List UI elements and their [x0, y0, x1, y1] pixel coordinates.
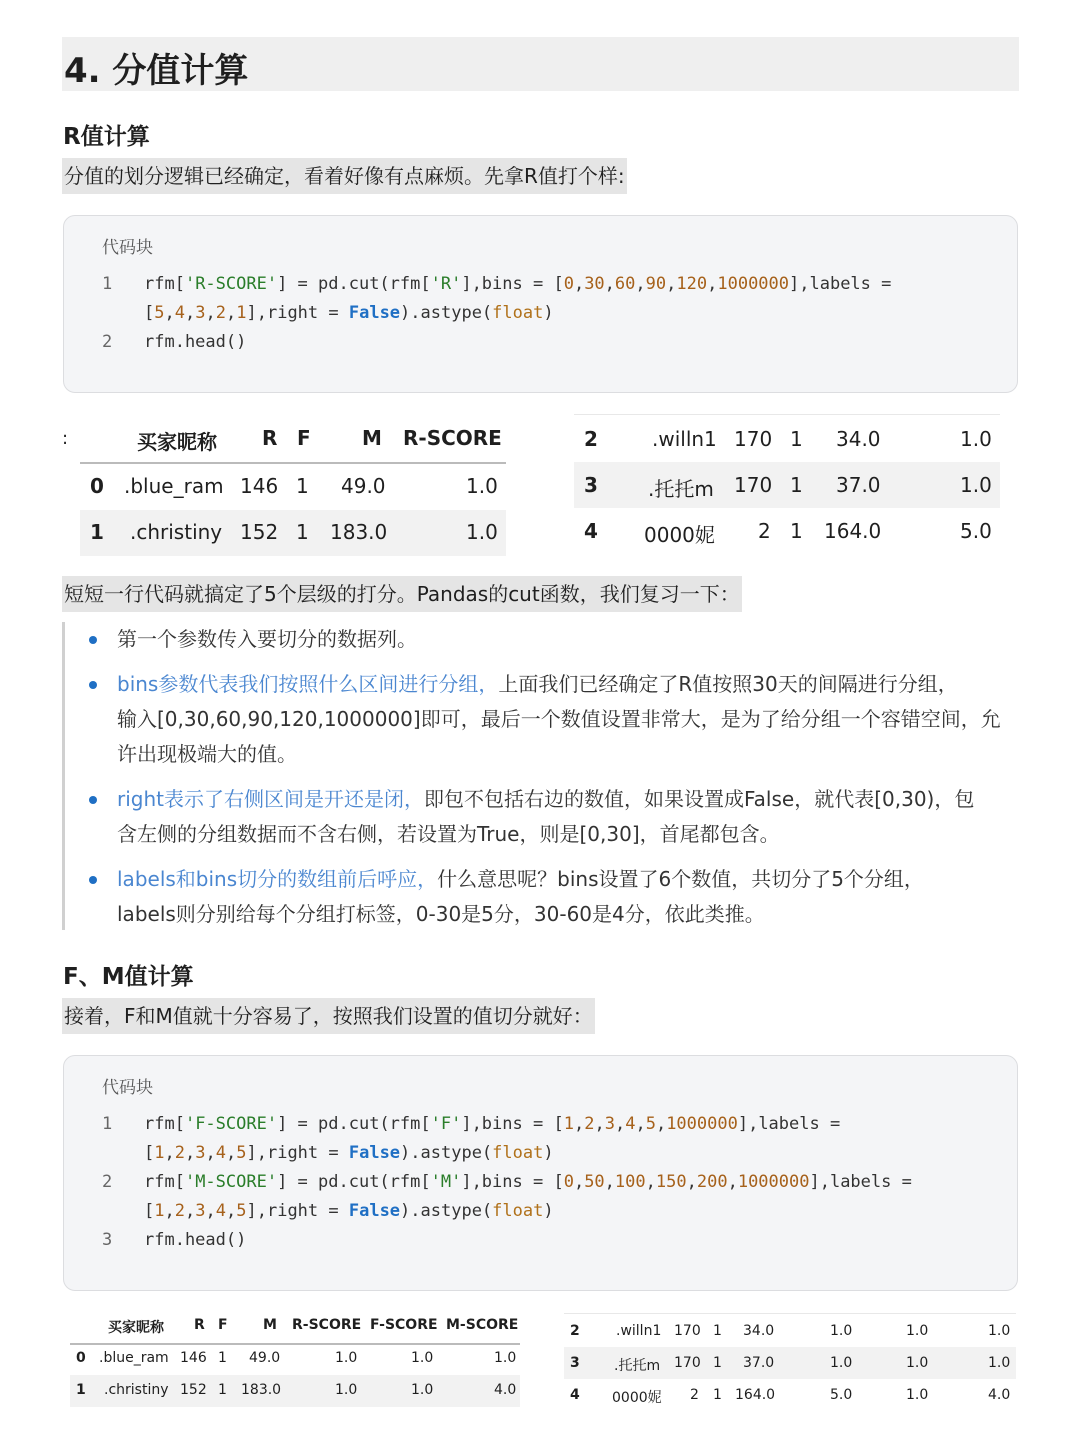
table-row: 2 .willn1 170 1 34.0 1.0 [584, 427, 992, 451]
code-line-2-wrap: [1,2,3,4,5],right = False).astype(float) [144, 1201, 554, 1221]
code-block-r[interactable] [63, 215, 1018, 393]
r-section-title: R值计算 [63, 124, 150, 150]
code-line-1-wrap: [1,2,3,4,5],right = False).astype(float) [144, 1143, 554, 1163]
list-item: labels和bins切分的数组前后呼应，什么意思呢？bins设置了6个数值，共切分了5个分组， labels则分别给每个分组打标签，0-30是5分，30-60是4分，依此类推。 [117, 862, 1022, 932]
code-line-1: 1 rfm['R-SCORE'] = pd.cut(rfm['R'],bins = [0,30,60,90,120,1000000],labels = [102, 274, 892, 294]
code-block-label: 代码块 [102, 1078, 153, 1098]
code-line-1-wrap: [5,4,3,2,1],right = False).astype(float) [144, 303, 554, 323]
table-row: 4 0000妮 2 1 164.0 5.0 [584, 519, 992, 547]
table-row: 4 0000妮 2 1 164.0 5.0 1.0 4.0 [570, 1387, 1011, 1406]
bullet-list [62, 622, 1025, 930]
table-row: 1 .christiny 152 1 183.0 1.0 1.0 4.0 [70, 1375, 520, 1407]
cut-summary: 短短一行代码就搞定了5个层级的打分。Pandas的cut函数，我们复习一下： [62, 576, 742, 612]
list-item: right表示了右侧区间是开还是闭，即包不包括右边的数值，如果设置成False，就代表[0,30)，包 含左侧的分组数据而不含右侧，若设置为True，则是[0,30]，首尾都包含。 [117, 782, 1022, 852]
table-colon: : [62, 428, 69, 449]
fm-section-intro: 接着，F和M值就十分容易了，按照我们设置的值切分就好： [62, 998, 595, 1034]
section-heading-text: 4. 分值计算 [64, 51, 249, 91]
list-item: bins参数代表我们按照什么区间进行分组，上面我们已经确定了R值按照30天的间隔进行分组， 输入[0,30,60,90,120,1000000]即可，最后一个数值设置非常大，是为了给分组一个容错空间，允 许出现极端大的值。 [117, 667, 1022, 772]
code-line-3: 3 rfm.head() [102, 1230, 247, 1250]
fm-section-title: F、M值计算 [63, 964, 194, 990]
table-header-r: 买家昵称 R F M R-SCORE [80, 414, 506, 464]
code-block-fm[interactable] [63, 1055, 1018, 1291]
table-row: 3 .托托m 170 1 37.0 1.0 [574, 462, 1000, 508]
table-row: 1 .christiny 152 1 183.0 1.0 [80, 510, 506, 556]
table-header-fm: 买家昵称 R F M R-SCORE F-SCORE M-SCORE [70, 1313, 520, 1345]
table-row: 2 .willn1 170 1 34.0 1.0 1.0 1.0 [570, 1323, 1011, 1339]
code-line-2: 2 rfm.head() [102, 332, 247, 352]
code-line-2: 2 rfm['M-SCORE'] = pd.cut(rfm['M'],bins = [0,50,100,150,200,1000000],labels = [102, 1172, 912, 1192]
r-section-intro: 分值的划分逻辑已经确定，看着好像有点麻烦。先拿R值打个样: [62, 158, 627, 194]
code-line-1: 1 rfm['F-SCORE'] = pd.cut(rfm['F'],bins = [1,2,3,4,5,1000000],labels = [102, 1114, 841, 1134]
table-divider [564, 1313, 1016, 1314]
table-row: 3 .托托m 170 1 37.0 1.0 1.0 1.0 [564, 1347, 1016, 1379]
table-row: 0 .blue_ram 146 1 49.0 1.0 1.0 1.0 [76, 1350, 517, 1366]
table-row: 0 .blue_ram 146 1 49.0 1.0 [90, 474, 498, 498]
table-divider [574, 414, 1000, 415]
code-block-label: 代码块 [102, 238, 153, 258]
section-heading [62, 37, 1019, 91]
list-item: 第一个参数传入要切分的数据列。 [117, 622, 1022, 657]
